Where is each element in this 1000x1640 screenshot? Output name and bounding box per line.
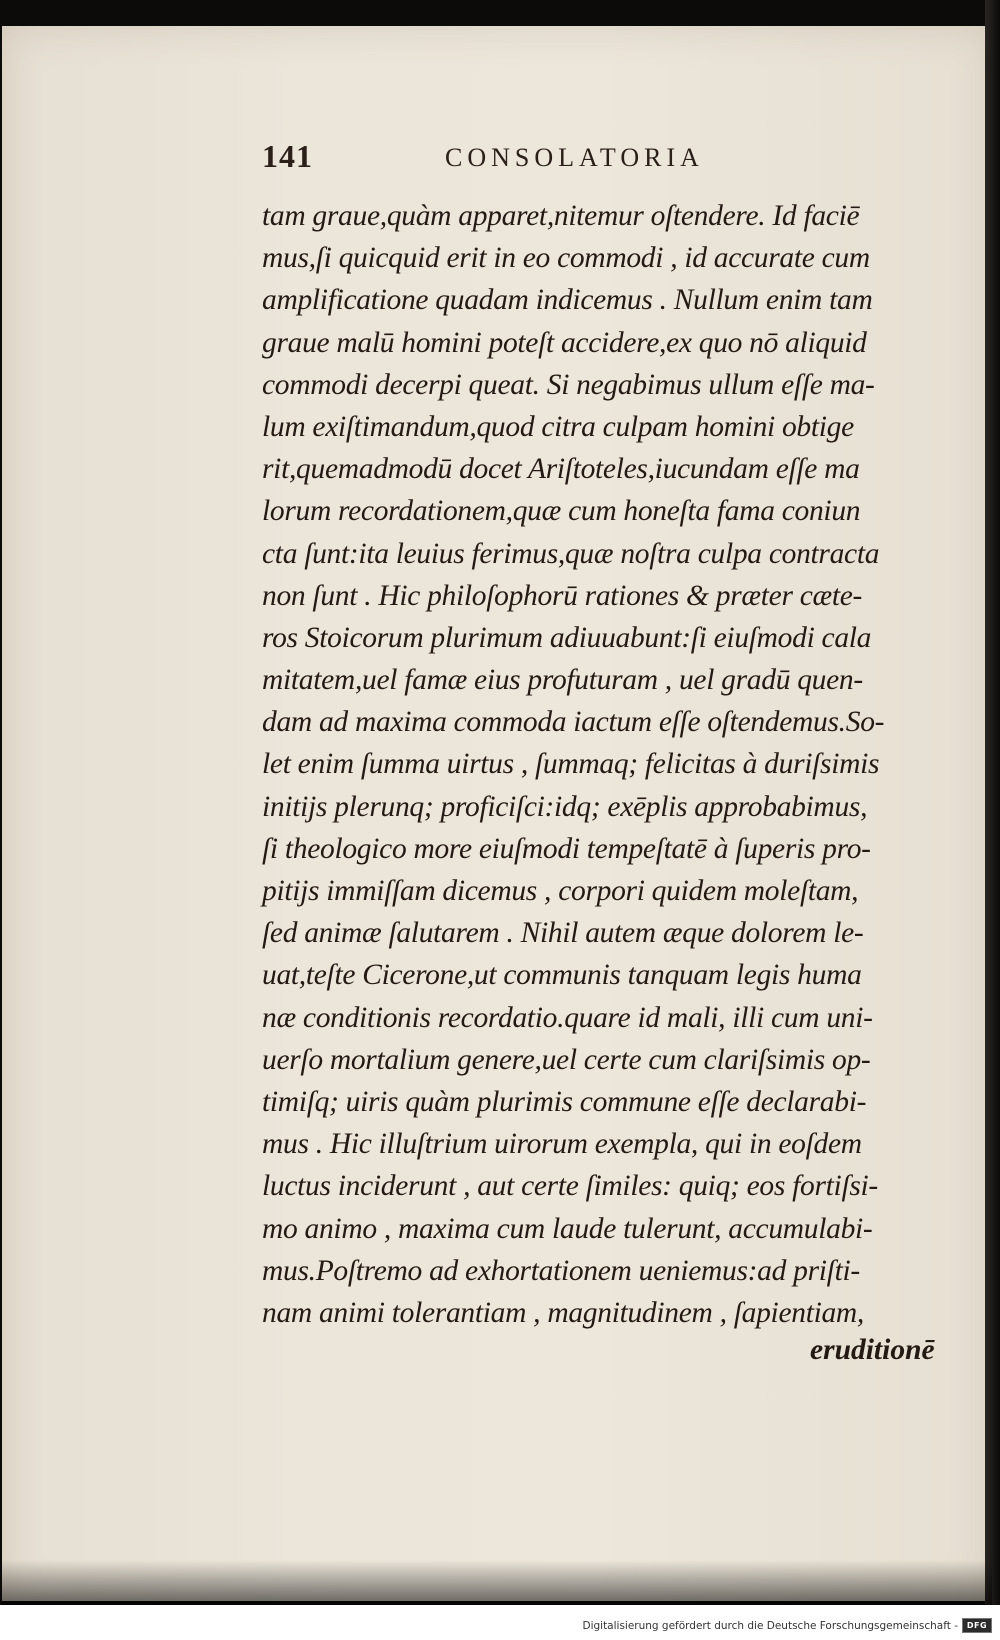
- text-line: dam ad maxima commoda iactum eſſe oſtendemus.So-: [262, 706, 885, 739]
- body-text: [262, 195, 942, 1334]
- running-head: CONSOLATORIA: [445, 143, 704, 172]
- catchword: eruditionē: [810, 1334, 935, 1366]
- text-line: tam graue,quàm apparet,nitemur oſtendere. Id faciē: [262, 200, 860, 232]
- text-line: pitijs immiſſam dicemus , corpori quidem moleſtam,: [262, 875, 859, 907]
- text-line: uat,teſte Cicerone,ut communis tanquam legis huma: [262, 959, 862, 992]
- text-line: mo animo , maxima cum laude tulerunt, accumulabi-: [262, 1212, 873, 1245]
- text-line: graue malū homini poteſt accidere,ex quo nō aliquid: [262, 326, 867, 359]
- text-line: cta ſunt:ita leuius ferimus,quæ noſtra culpa contracta: [262, 537, 880, 570]
- text-line: timiſq; uiris quàm plurimis commune eſſe declarabi-: [262, 1085, 867, 1118]
- page-bottom-shadow: [2, 1560, 992, 1605]
- text-line: let enim ſumma uirtus , ſummaq; felicitas à duriſsimis: [262, 748, 880, 781]
- text-line: non ſunt . Hic philoſophorū rationes & præter cæte-: [262, 579, 863, 612]
- text-line: initijs plerunq; proficiſci:idq; exēplis approbabimus,: [262, 790, 868, 823]
- digitization-credit: Digitalisierung gefördert durch die Deutsche Forschungsgemeinschaft -: [582, 1620, 958, 1632]
- text-line: amplificatione quadam indicemus . Nullum enim tam: [262, 284, 873, 317]
- text-line: næ conditionis recordatio.quare id mali, illi cum uni-: [262, 1001, 873, 1034]
- dfg-logo-icon: DFG: [962, 1618, 992, 1633]
- text-line: luctus inciderunt , aut certe ſimiles: quiq; eos fortiſsi-: [262, 1170, 878, 1203]
- text-line: ſi theologico more eiuſmodi tempeſtatē à ſuperis pro-: [262, 832, 871, 865]
- text-line: rit,quemadmodū docet Ariſtoteles,iucundam eſſe ma: [262, 453, 860, 486]
- text-line: ros Stoicorum plurimum adiuuabunt:ſi eiuſmodi cala: [262, 621, 872, 654]
- text-line: mus . Hic illuſtrium uirorum exempla, qui in eoſdem: [262, 1128, 862, 1161]
- text-line: lum exiſtimandum,quod citra culpam homini obtige: [262, 410, 854, 443]
- text-line: ſed animæ ſalutarem . Nihil autem æque dolorem le-: [262, 917, 864, 950]
- text-line: uerſo mortalium genere,uel certe cum clariſsimis op-: [262, 1043, 871, 1076]
- text-line: mus,ſi quicquid erit in eo commodi , id accurate cum: [262, 242, 870, 275]
- text-line: mus.Poſtremo ad exhortationem ueniemus:ad priſti-: [262, 1254, 860, 1287]
- text-line: nam animi tolerantiam , magnitudinem , ſapientiam,: [262, 1296, 865, 1329]
- text-line: commodi decerpi queat. Si negabimus ullum eſſe ma-: [262, 368, 875, 401]
- text-line: lorum recordationem,quæ cum honeſta fama coniun: [262, 495, 861, 528]
- text-line: mitatem,uel famæ eius profuturam , uel gradū quen-: [262, 664, 863, 697]
- page-number: 141: [262, 138, 313, 174]
- page-edge-shadow: [985, 0, 1000, 1605]
